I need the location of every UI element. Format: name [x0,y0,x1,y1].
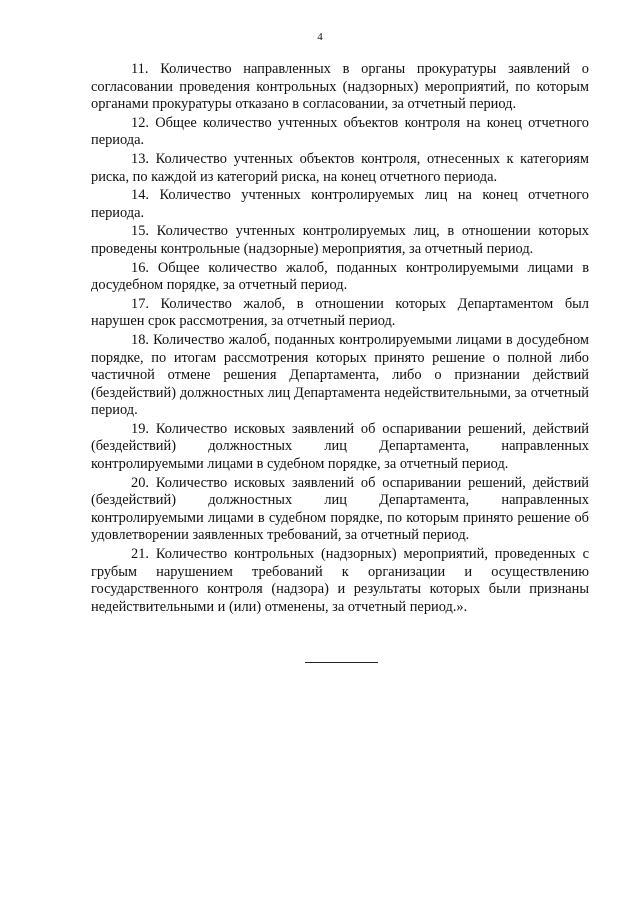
paragraph-20: 20. Количество исковых заявлений об оспаривании решений, действий (бездействий) должностных лиц Департамента, направленных контролируемыми лицами в судебном порядке, по которым принято решение об удовлетворении заявленных требований, за отчетный период. [91,474,589,544]
page-number: 4 [317,31,323,43]
paragraph-17: 17. Количество жалоб, в отношении которых Департаментом был нарушен срок рассмотрения, за отчетный период. [91,295,589,330]
paragraph-14: 14. Количество учтенных контролируемых лиц на конец отчетного периода. [91,187,589,221]
paragraph-19: 19. Количество исковых заявлений об оспаривании решений, действий (бездействий) должностных лиц Департамента, направленных контролируемыми лицами в судебном порядке, за отчетный период. [91,420,589,473]
paragraph-21: 21. Количество контрольных (надзорных) мероприятий, проведенных с грубым нарушением требований к организации и осуществлению государственного контроля (надзора) и результаты которых были признаны недействительными и (или) отменены, за отчетный период.». [91,546,589,615]
document-body [91,61,589,617]
closing-divider-line [305,662,378,663]
paragraph-15: 15. Количество учтенных контролируемых лиц, в отношении которых проведены контрольные (надзорные) мероприятия, за отчетный период. [91,223,589,257]
paragraph-18: 18. Количество жалоб, поданных контролируемыми лицами в досудебном порядке, по итогам рассмотрения которых принято решение о полной либо частичной отмене решения Департамента, либо о признании действий (бездействий) должностных лиц Департамента недействительными, за отчетный период. [91,331,589,419]
paragraph-11: 11. Количество направленных в органы прокуратуры заявлений о согласовании проведения контрольных (надзорных) мероприятий, по которым органами прокуратуры отказано в согласовании, за отчетный период. [91,61,589,113]
paragraph-12: 12. Общее количество учтенных объектов контроля на конец отчетного периода. [91,114,589,149]
paragraph-16: 16. Общее количество жалоб, поданных контролируемыми лицами в досудебном порядке, за отчетный период. [91,259,589,294]
paragraph-13: 13. Количество учтенных объектов контроля, отнесенных к категориям риска, по каждой из категорий риска, на конец отчетного периода. [91,150,589,185]
